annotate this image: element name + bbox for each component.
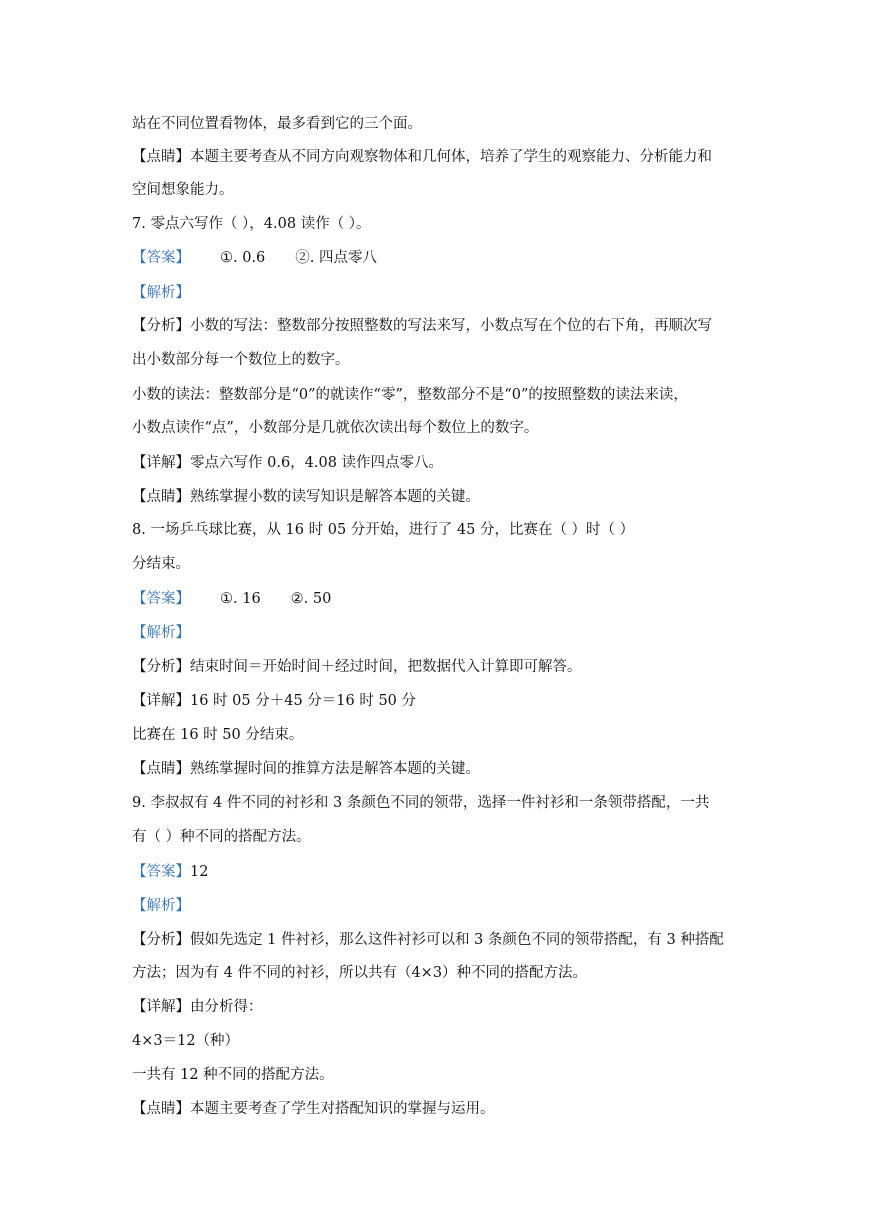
answer-value: ②. 50 [290,591,332,607]
text-line: 比赛在 16 时 50 分结束。 [132,727,304,743]
text-line: 【点睛】熟练掌握时间的推算方法是解答本题的关键。 [132,761,480,777]
answer-line-q8 [132,589,331,609]
answer-line-q9 [132,862,208,882]
question-9: 9. 李叔叔有 4 件不同的衬衫和 3 条颜色不同的领带，选择一件衬衫和一条领带搭配，一共 [132,795,710,811]
answer-line-q7 [132,248,377,268]
answer-label: 【答案】 [132,864,190,880]
analysis-label: 【解析】 [132,898,190,914]
text-line: 【详解】由分析得： [132,999,263,1015]
text-line: 【点睛】本题主要考查从不同方向观察物体和几何体，培养了学生的观察能力、分析能力和 [132,149,712,165]
text-line: 出小数部分每一个数位上的数字。 [132,352,350,368]
analysis-label: 【解析】 [132,625,190,641]
text-line: 【分析】假如先选定 1 件衬衫，那么这件衬衫可以和 3 条颜色不同的领带搭配，有 3 种搭配 [132,932,724,948]
text-line: 【分析】结束时间＝开始时间＋经过时间，把数据代入计算即可解答。 [132,659,582,675]
answer-value: 12 [190,864,209,880]
text-line: 空间想象能力。 [132,182,234,198]
text-line: 【点睛】熟练掌握小数的读写知识是解答本题的关键。 [132,489,480,505]
text-line: 方法；因为有 4 件不同的衬衫，所以共有（4×3）种不同的搭配方法。 [132,965,588,981]
text-line: 【详解】零点六写作 0.6，4.08 读作四点零八。 [132,455,444,471]
text-line: 有（ ）种不同的搭配方法。 [132,829,311,845]
text-line: 一共有 12 种不同的搭配方法。 [132,1067,334,1083]
text-line: 小数点读作“点”，小数部分是几就依次读出每个数位上的数字。 [132,420,539,436]
analysis-label: 【解析】 [132,285,190,301]
question-8: 8. 一场乒乓球比赛，从 16 时 05 分开始，进行了 45 分，比赛在（ ）时（ ） [132,522,635,538]
text-line: 【详解】16 时 05 分＋45 分＝16 时 50 分 [132,693,417,709]
question-7: 7. 零点六写作（ ），4.08 读作（ ）。 [132,216,371,232]
text-line: 站在不同位置看物体，最多看到它的三个面。 [132,116,422,132]
text-line: 【分析】小数的写法：整数部分按照整数的写法来写，小数点写在个位的右下角，再顺次写 [132,318,712,334]
text-line: 小数的读法：整数部分是“0”的就读作“零”，整数部分不是“0”的按照整数的读法来读， [132,387,688,403]
answer-label: 【答案】 [132,591,190,607]
answer-label: 【答案】 [132,250,190,266]
text-line: 【点睛】本题主要考查了学生对搭配知识的掌握与运用。 [132,1101,495,1117]
answer-value: ②. 四点零八 [295,250,377,266]
text-line: 分结束。 [132,556,190,572]
answer-value: ①. 16 [220,591,261,607]
answer-value: ①. 0.6 [220,250,266,266]
text-line: 4×3＝12（种） [132,1033,240,1049]
